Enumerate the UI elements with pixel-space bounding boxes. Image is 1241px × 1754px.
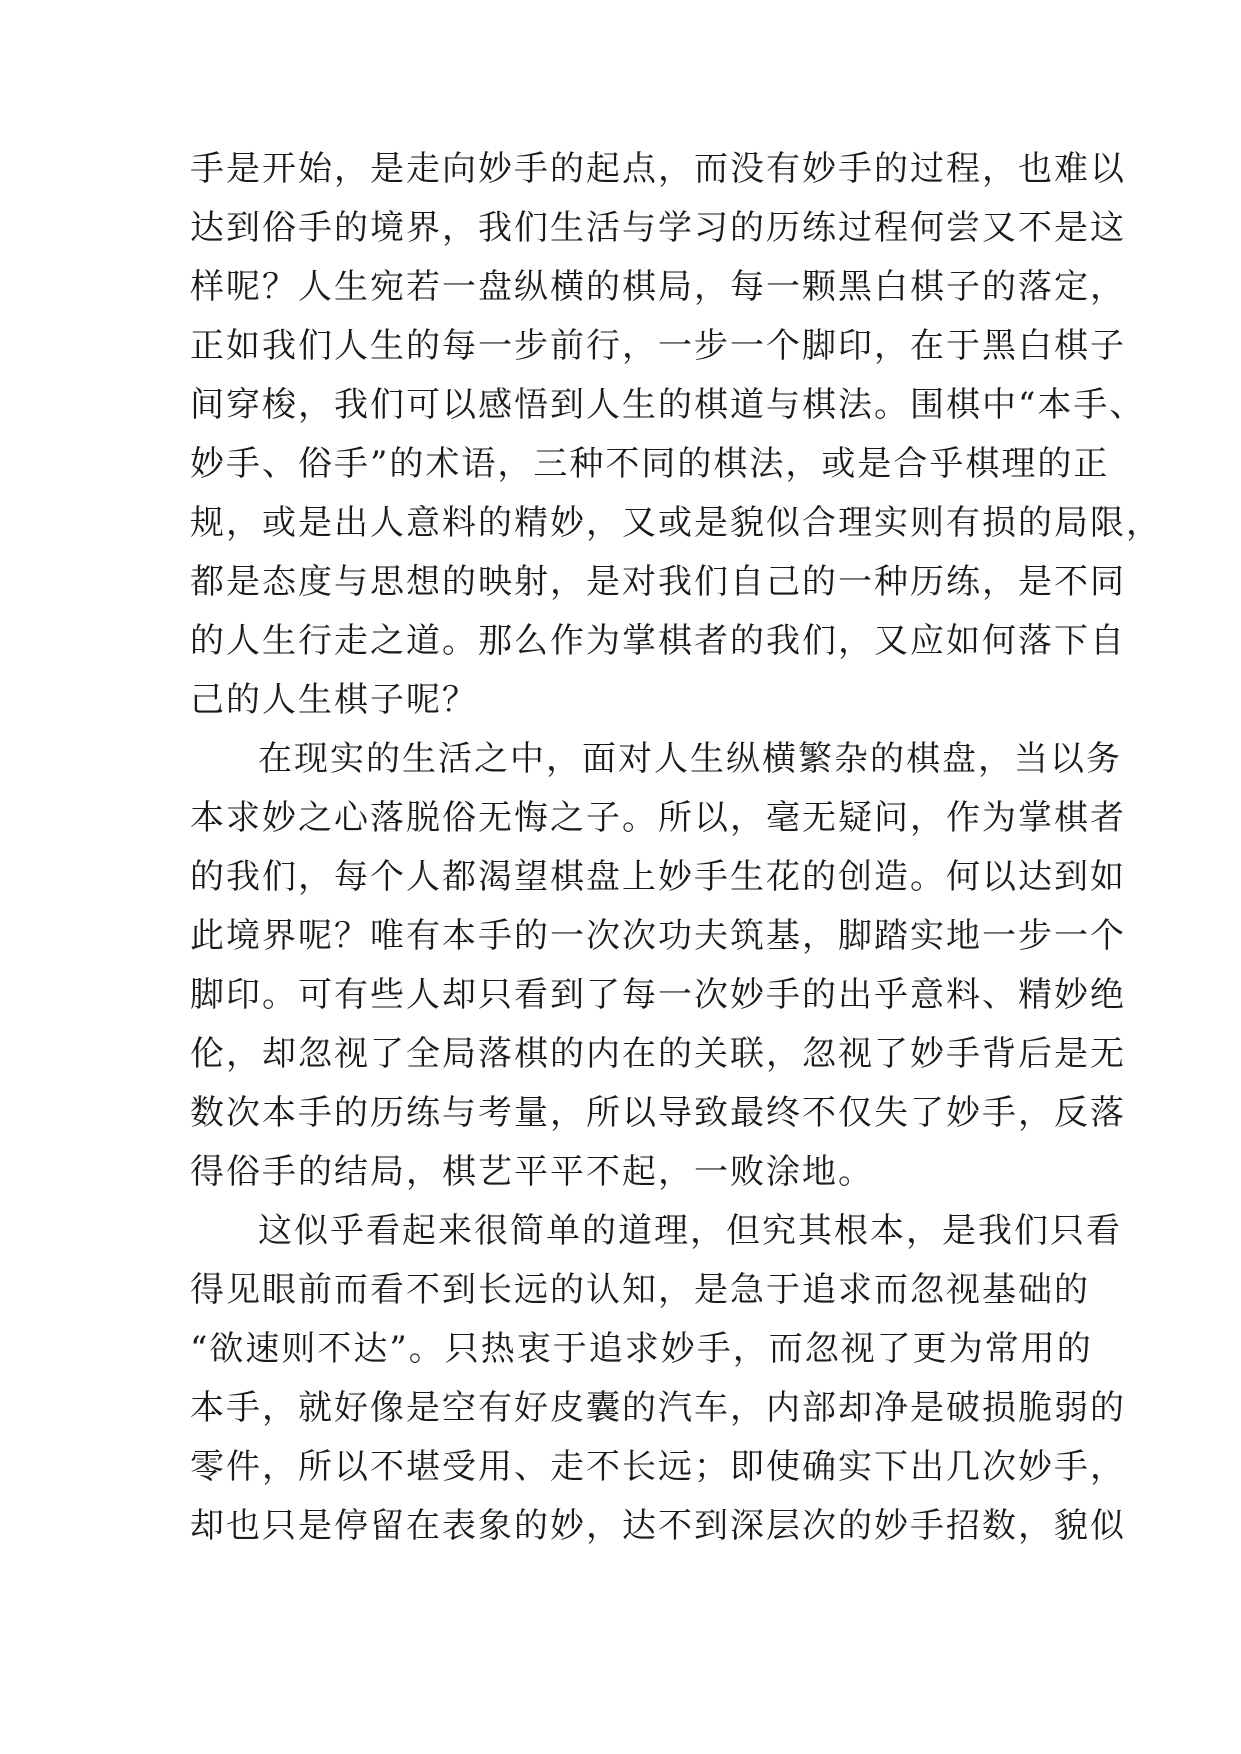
text-line: 的人生行走之道。那么作为掌棋者的我们，又应如何落下自 [190,621,1126,661]
text-line: 间穿梭，我们可以感悟到人生的棋道与棋法。围棋中“本手、 [190,385,1146,425]
text-line: 己的人生棋子呢？ [190,680,478,720]
text-line: 得俗手的结局，棋艺平平不起，一败涂地。 [190,1152,874,1192]
text-line: 规，或是出人意料的精妙，又或是貌似合理实则有损的局限， [190,503,1162,543]
text-line: 妙手、俗手”的术语，三种不同的棋法，或是合乎棋理的正 [190,444,1110,484]
text-line: 零件，所以不堪受用、走不长远；即使确实下出几次妙手， [190,1447,1126,1487]
text-line: 本手，就好像是空有好皮囊的汽车，内部却净是破损脆弱的 [190,1388,1126,1428]
text-line: 本求妙之心落脱俗无悔之子。所以，毫无疑问，作为掌棋者 [190,798,1126,838]
text-line: 在现实的生活之中，面对人生纵横繁杂的棋盘，当以务 [258,739,1122,779]
text-line: 样呢？人生宛若一盘纵横的棋局，每一颗黑白棋子的落定， [190,267,1126,307]
text-line: 却也只是停留在表象的妙，达不到深层次的妙手招数，貌似 [190,1506,1126,1546]
text-line: 脚印。可有些人却只看到了每一次妙手的出乎意料、精妙绝 [190,975,1126,1015]
text-line: 手是开始，是走向妙手的起点，而没有妙手的过程，也难以 [190,149,1126,189]
text-line: 得见眼前而看不到长远的认知，是急于追求而忽视基础的 [190,1270,1090,1310]
text-line: 伦，却忽视了全局落棋的内在的关联，忽视了妙手背后是无 [190,1034,1126,1074]
text-line: 都是态度与思想的映射，是对我们自己的一种历练，是不同 [190,562,1126,602]
text-line: 数次本手的历练与考量，所以导致最终不仅失了妙手，反落 [190,1093,1126,1133]
text-line: 这似乎看起来很简单的道理，但究其根本，是我们只看 [258,1211,1122,1251]
text-line: 达到俗手的境界，我们生活与学习的历练过程何尝又不是这 [190,208,1126,248]
text-line: 正如我们人生的每一步前行，一步一个脚印，在于黑白棋子 [190,326,1126,366]
text-line: 此境界呢？唯有本手的一次次功夫筑基，脚踏实地一步一个 [190,916,1126,956]
paragraph [190,730,1126,1202]
text-line: “欲速则不达”。只热衷于追求妙手，而忽视了更为常用的 [190,1329,1093,1369]
text-line: 的我们，每个人都渴望棋盘上妙手生花的创造。何以达到如 [190,857,1126,897]
paragraph [190,1202,1126,1556]
paragraph [190,140,1162,730]
essay-body [190,140,1162,1556]
